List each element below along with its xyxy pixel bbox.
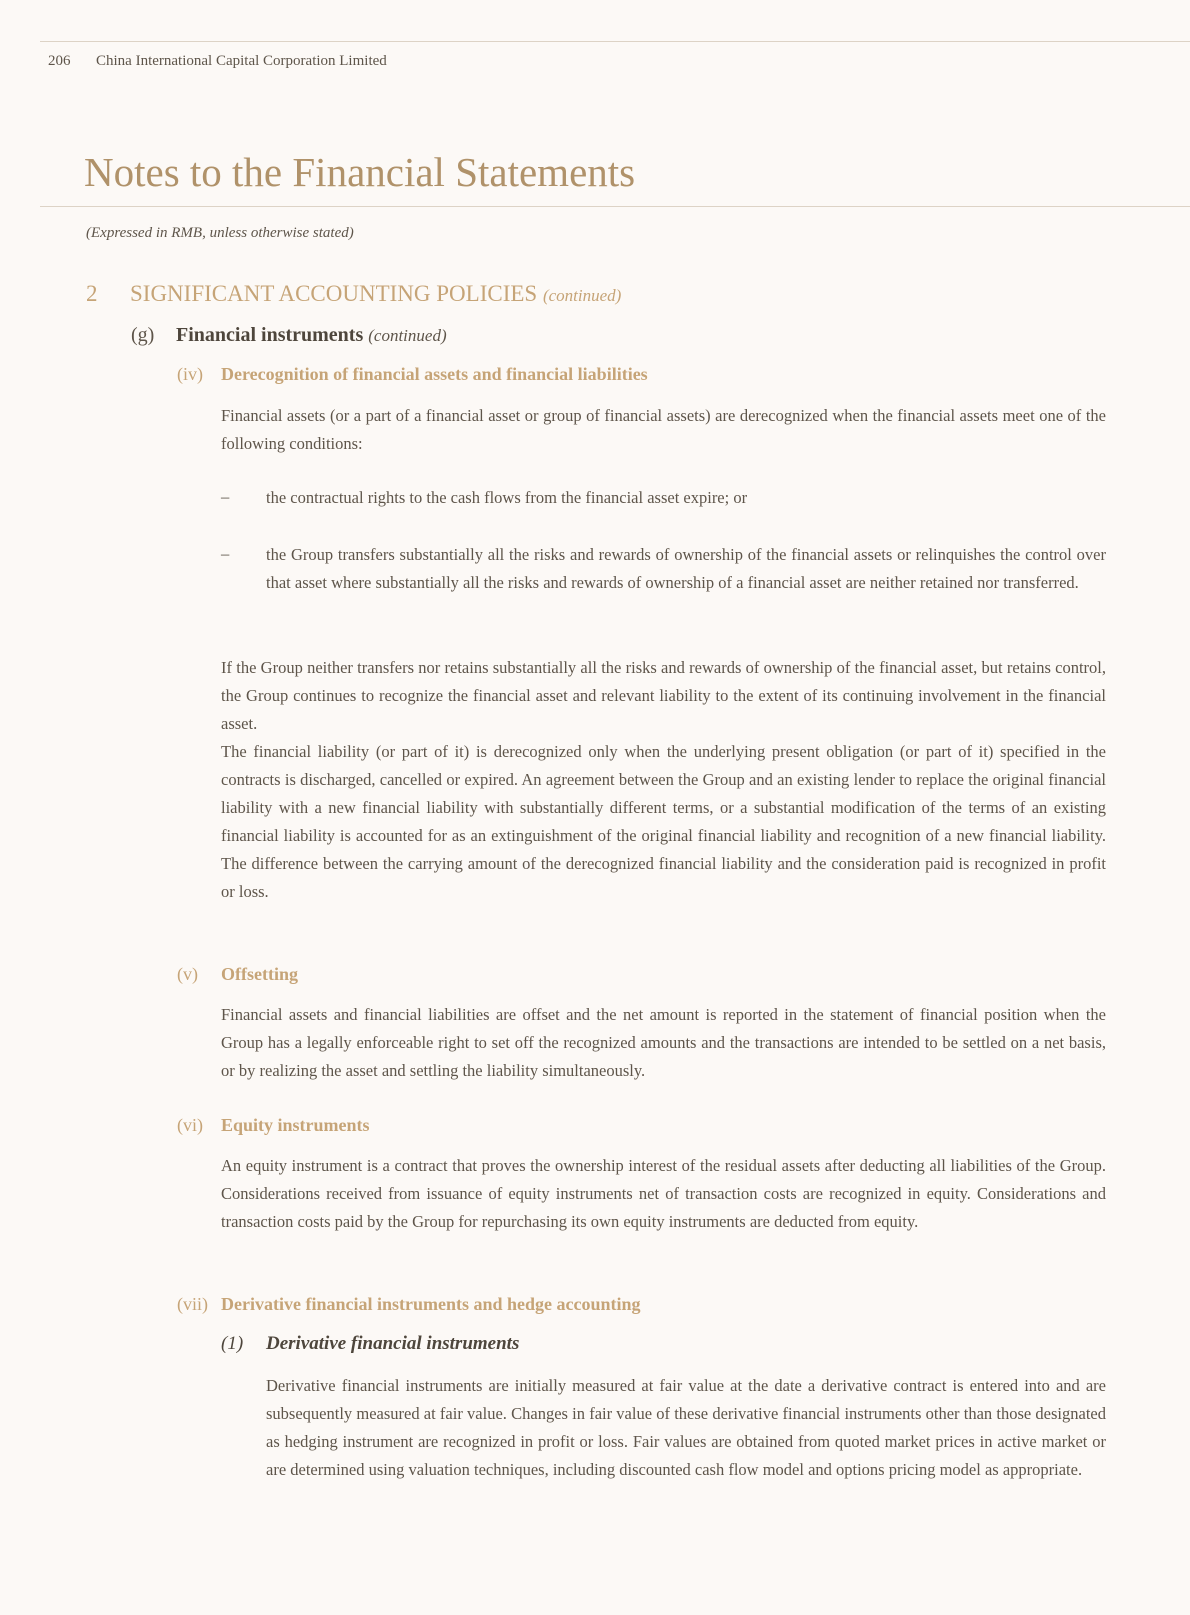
item-vii-1-label: (1) (221, 1333, 244, 1354)
company-name: China International Capital Corporation Limited (96, 53, 387, 69)
title-rule (40, 206, 1190, 207)
subsection-title: Financial instruments (176, 324, 364, 346)
bullet-dash: – (221, 487, 230, 506)
section-continued: (continued) (542, 286, 622, 305)
section-heading (130, 281, 621, 307)
page-number: 206 (48, 53, 71, 69)
item-vii-label: (vii) (177, 1294, 208, 1314)
item-vi-para: An equity instrument is a contract that proves the ownership interest of the residual assets after deducting all liabilities of the Group. Considerations received from issuance of equity instruments net of transaction costs are recognized in equity. Considerations and transaction costs paid by the Group for repurchasing its own equity instruments are deducted from equity. (221, 1156, 1106, 1231)
page-subtitle: (Expressed in RMB, unless otherwise stated) (86, 225, 354, 241)
section-title: SIGNIFICANT ACCOUNTING POLICIES (130, 281, 538, 306)
page-title: Notes to the Financial Statements (84, 149, 636, 195)
item-vi-title: Equity instruments (221, 1115, 370, 1135)
item-v-para: Financial assets and financial liabilities are offset and the net amount is reported in the statement of financial position when the Group has a legally enforceable right to set off the recognized amounts and the transactions are intended to be settled on a net basis, or by realizing the asset and settling the liability simultaneously. (221, 1005, 1106, 1080)
subsection-label: (g) (131, 324, 155, 346)
item-iv-title: Derecognition of financial assets and financial liabilities (221, 364, 648, 384)
item-iv-para3: The financial liability (or part of it) is derecognized only when the underlying present obligation (or part of it) specified in the contracts is discharged, cancelled or expired. An agreement between the Group and an existing lender to replace the original financial liability with a new financial liability with substantially different terms, or a substantial modification of the terms of an existing financial liability is accounted for as an extinguishment of the original financial liability and recognition of a new financial liability. The difference between the carrying amount of the derecognized financial liability and the consideration paid is recognized in profit or loss. (221, 742, 1106, 901)
item-v-title: Offsetting (221, 964, 298, 984)
header-rule (40, 41, 1190, 42)
bullet-dash: – (221, 544, 230, 563)
item-v-label: (v) (177, 964, 198, 984)
item-vii-1-para: Derivative financial instruments are initially measured at fair value at the date a derivative contract is entered into and are subsequently measured at fair value. Changes in fair value of these derivative financial instruments other than those designated as hedging instrument are recognized in profit or loss. Fair values are obtained from quoted market prices in active market or are determined using valuation techniques, including discounted cash flow model and options pricing model as appropriate. (266, 1376, 1106, 1479)
item-iv-label: (iv) (177, 364, 203, 384)
item-iv-para2: If the Group neither transfers nor retains substantially all the risks and rewards of ownership of the financial asset, but retains control, the Group continues to recognize the financial asset and relevant liability to the extent of its continuing involvement in the financial asset. (221, 658, 1106, 733)
subsection-continued: (continued) (368, 326, 447, 345)
subsection-heading (176, 324, 447, 347)
item-iv-para1: Financial assets (or a part of a financial asset or group of financial assets) are derecognized when the financial assets meet one of the following conditions: (221, 406, 1106, 453)
item-vi-label: (vi) (177, 1115, 203, 1135)
item-vii-1-title: Derivative financial instruments (266, 1333, 520, 1354)
section-number: 2 (86, 281, 98, 306)
item-vii-title: Derivative financial instruments and hedge accounting (221, 1294, 641, 1314)
item-iv-bullet-1: the contractual rights to the cash flows from the financial asset expire; or (266, 488, 748, 507)
item-iv-bullet-2: the Group transfers substantially all the risks and rewards of ownership of the financial assets or relinquishes the control over that asset where substantially all the risks and rewards of ownership of a financial asset are neither retained nor transferred. (266, 545, 1106, 592)
